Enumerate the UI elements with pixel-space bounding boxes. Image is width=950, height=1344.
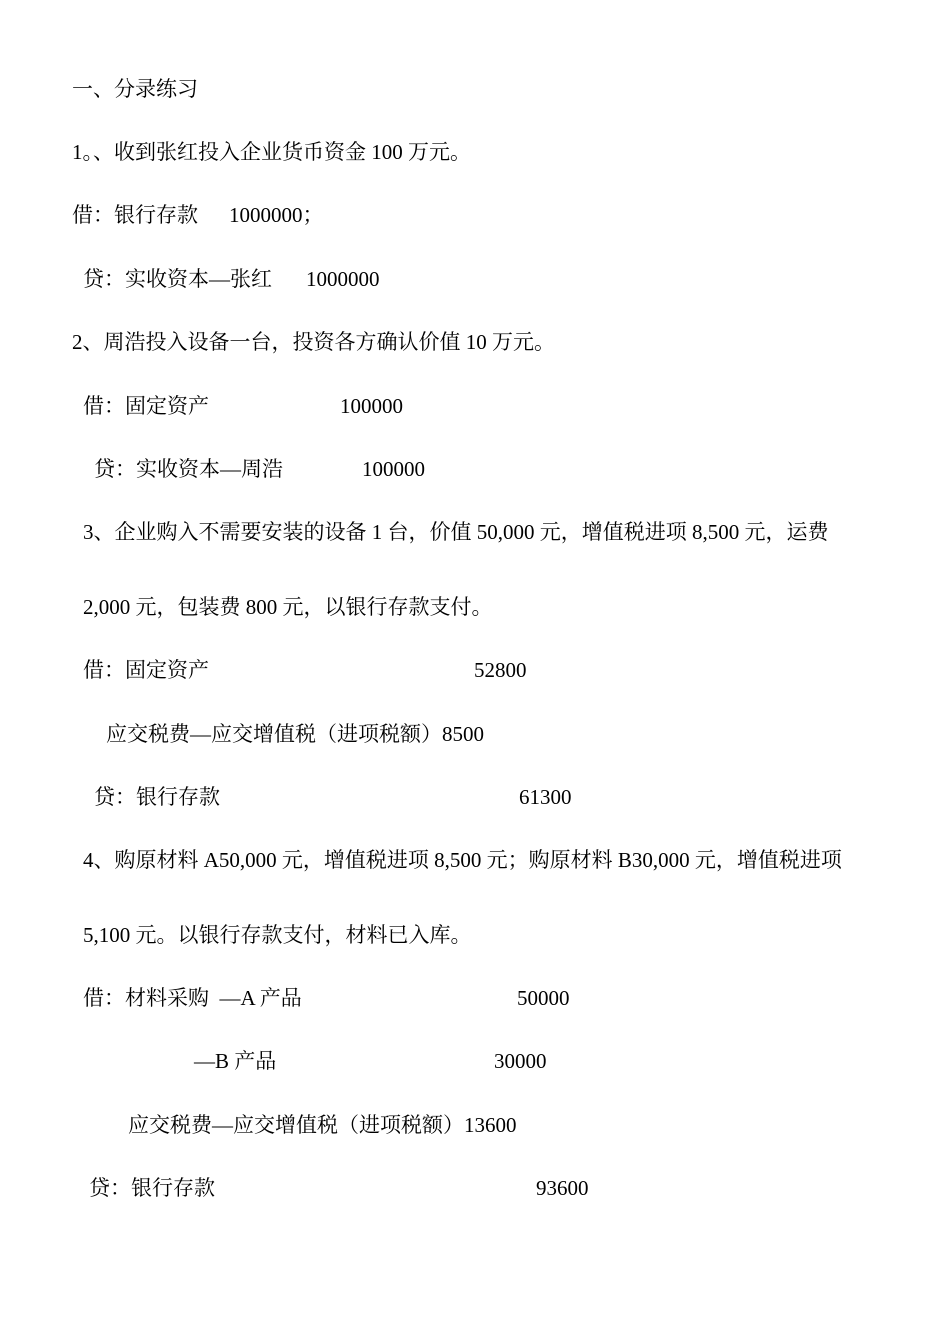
entry-2-debit-account: 借：固定资产: [83, 394, 209, 418]
entry-4-debit-account-a: 借：材料采购 —A 产品: [83, 986, 302, 1010]
entry-2-debit-amount: 100000: [340, 394, 403, 418]
entry-1-debit-account: 借：银行存款: [72, 203, 198, 227]
entry-1-credit-amount: 1000000: [306, 267, 380, 291]
entry-4-question-line2: 5,100 元。以银行存款支付，材料已入库。: [83, 923, 472, 947]
entry-3-question-line1: 3、企业购入不需要安装的设备 1 台，价值 50,000 元，增值税进项 8,500 元，运费: [83, 520, 829, 544]
entry-1-question: 1。、收到张红投入企业货币资金 100 万元。: [72, 140, 471, 164]
entry-3-tax-line: 应交税费—应交增值税（进项税额）8500: [106, 722, 484, 746]
entry-4-question-line1: 4、购原材料 A50,000 元，增值税进项 8,500 元；购原材料 B30,000 元，增值税进项: [83, 848, 842, 872]
entry-4-debit-amount-a: 50000: [517, 986, 570, 1010]
entry-3-question-line2: 2,000 元，包装费 800 元，以银行存款支付。: [83, 595, 493, 619]
section-title: 一、分录练习: [72, 77, 198, 101]
entry-2-question: 2、周浩投入设备一台，投资各方确认价值 10 万元。: [72, 330, 555, 354]
entry-3-credit-amount: 61300: [519, 785, 572, 809]
entry-3-debit-amount: 52800: [474, 658, 527, 682]
entry-4-debit-amount-b: 30000: [494, 1049, 547, 1073]
entry-2-credit-amount: 100000: [362, 457, 425, 481]
entry-2-credit-account: 贷：实收资本—周浩: [94, 457, 283, 481]
entry-4-credit-account: 贷：银行存款: [89, 1176, 215, 1200]
entry-4-credit-amount: 93600: [536, 1176, 589, 1200]
entry-4-debit-account-b: —B 产品: [194, 1049, 277, 1073]
entry-3-credit-account: 贷：银行存款: [94, 785, 220, 809]
entry-1-debit-amount: 1000000；: [229, 203, 324, 227]
entry-1-credit-account: 贷：实收资本—张红: [83, 267, 272, 291]
entry-4-tax-line: 应交税费—应交增值税（进项税额）13600: [128, 1113, 517, 1137]
entry-3-debit-account: 借：固定资产: [83, 658, 209, 682]
